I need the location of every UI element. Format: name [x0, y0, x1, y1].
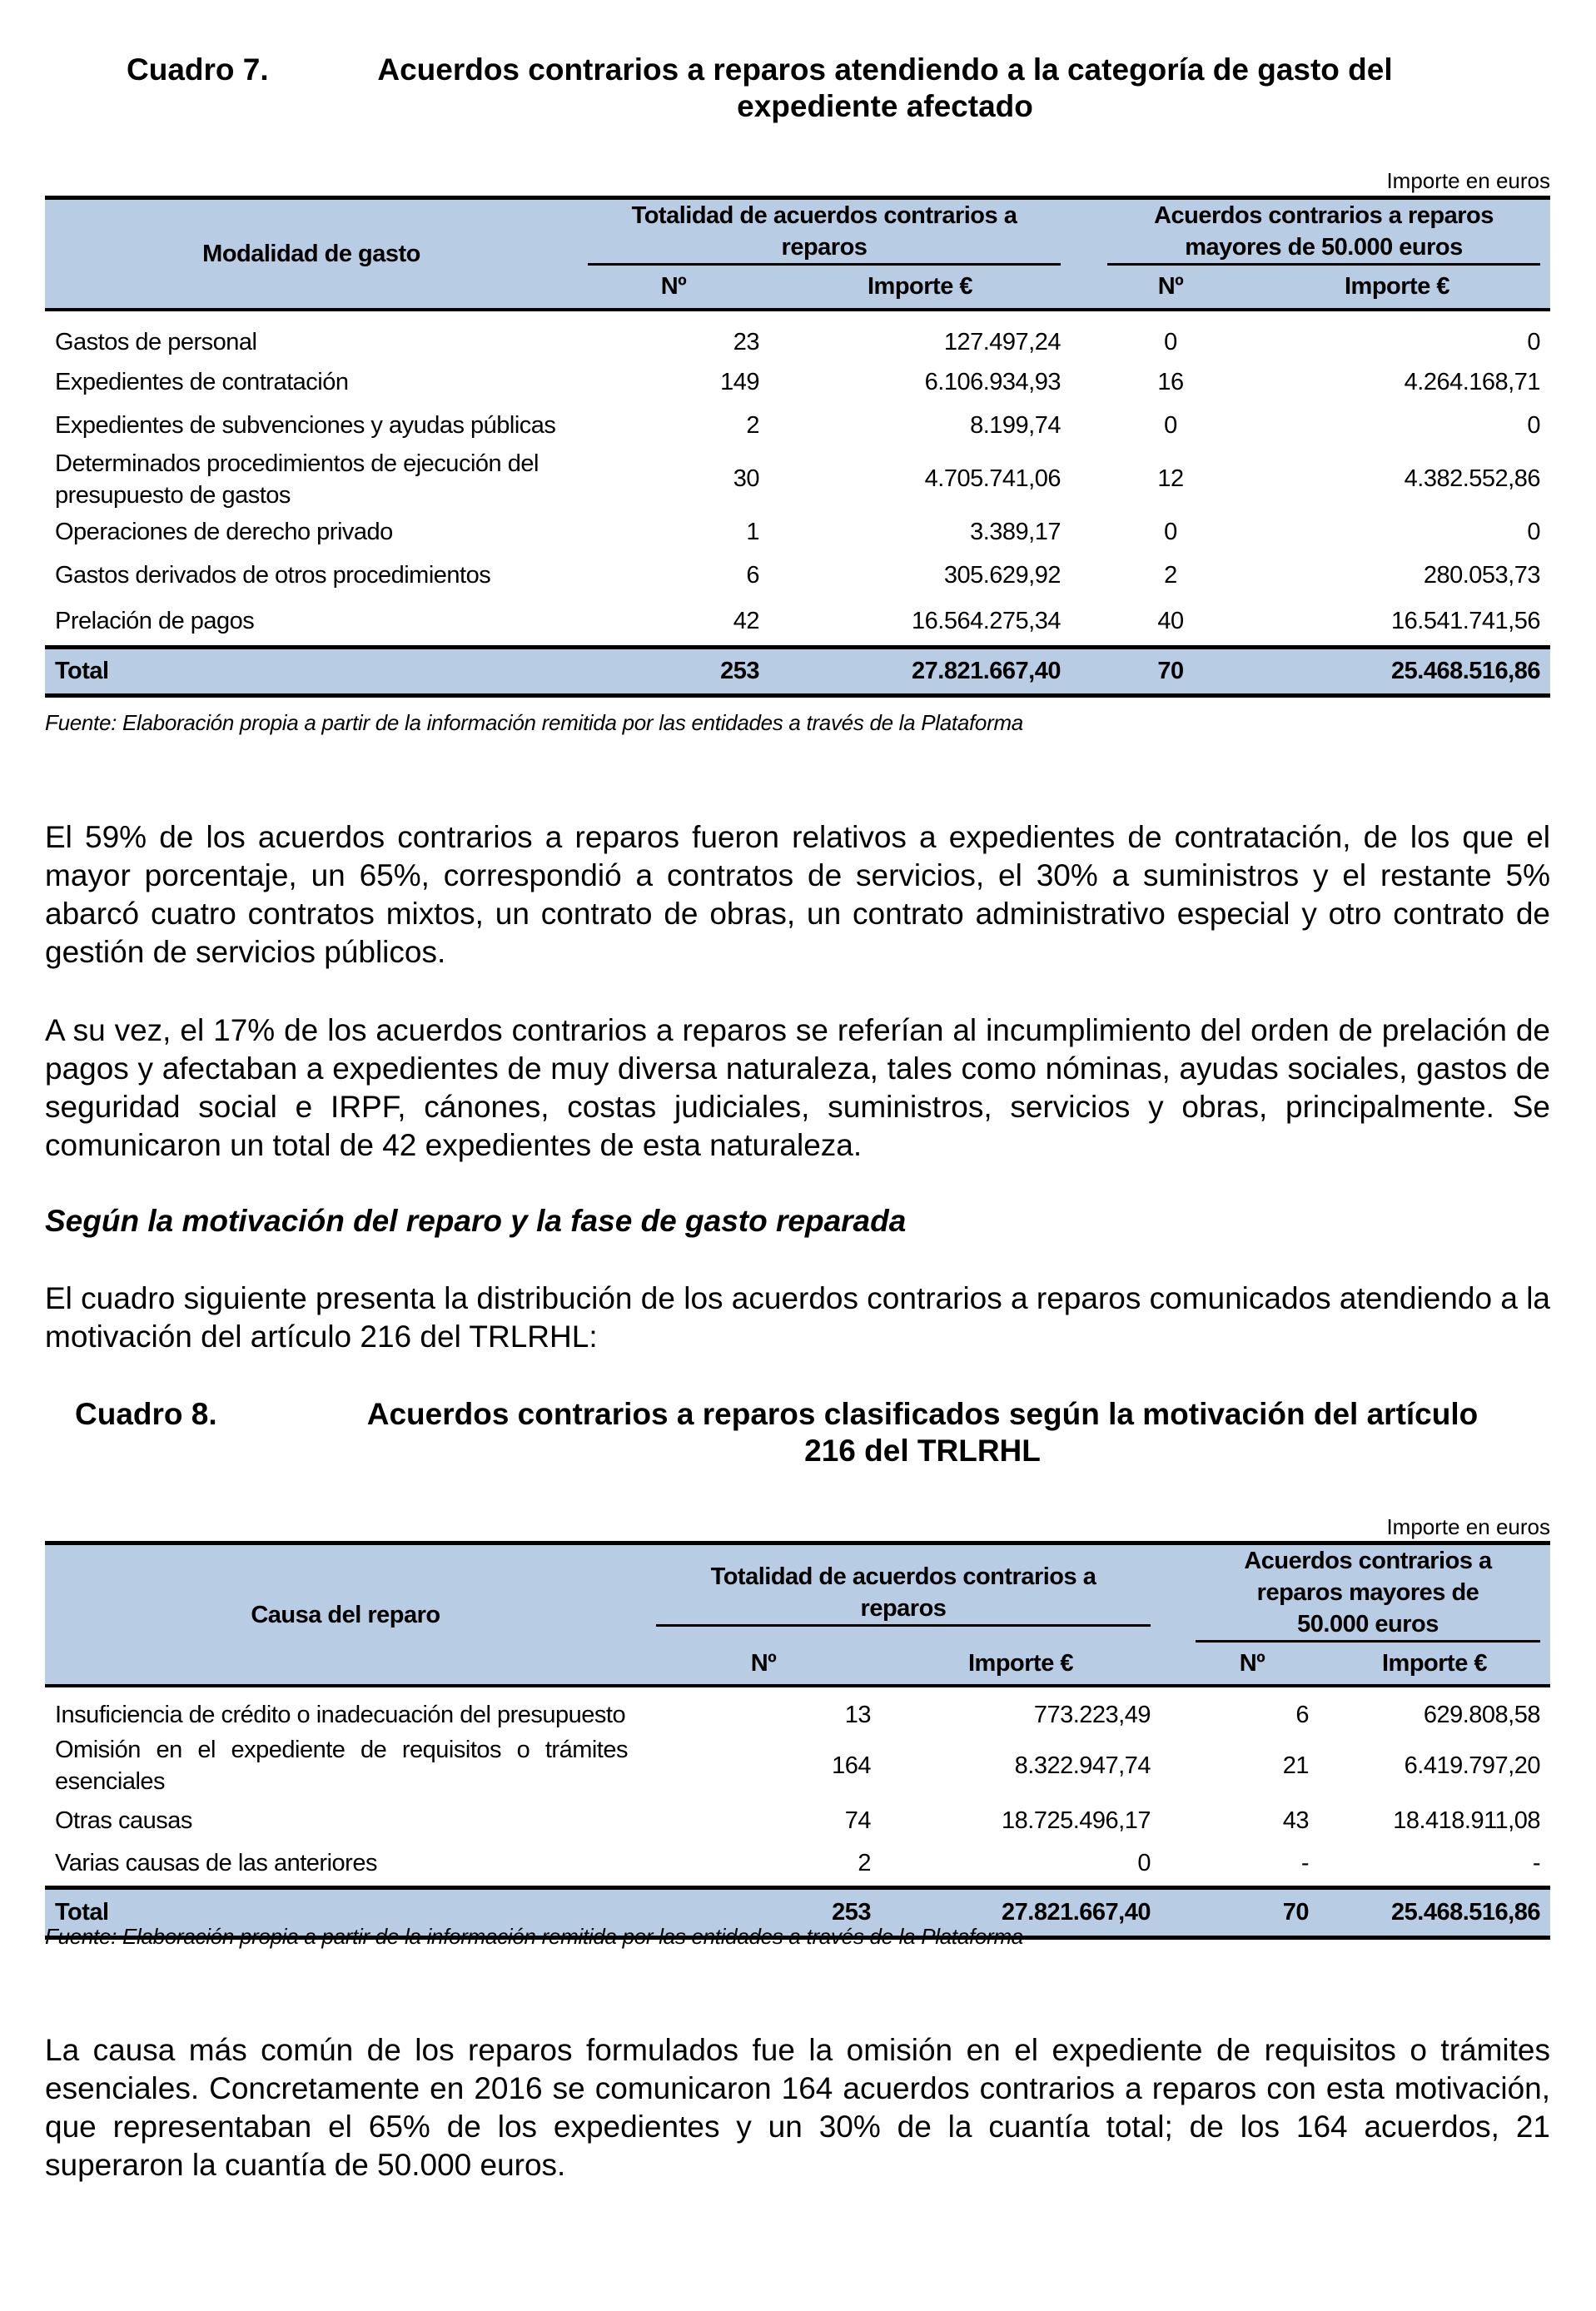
- row-label: Varias causas de las anteriores: [55, 1850, 377, 1877]
- cuadro8-source: Fuente: Elaboración propia a partir de la información remitida por las entidades a través de la Plataforma: [45, 1924, 1023, 1949]
- row-importe1: 18.725.496,17: [1002, 1807, 1151, 1834]
- cuadro8-group2-header: Acuerdos contrarios a reparos mayores de 50.000 euros: [1196, 1545, 1540, 1643]
- row-n2: 0: [1164, 412, 1177, 439]
- row-importe2: 0: [1527, 412, 1540, 439]
- cuadro7-title-line2: expediente afectado: [737, 89, 1033, 123]
- cuadro7-table: [45, 196, 1550, 698]
- row-n2: 43: [1282, 1807, 1309, 1834]
- total-importe1: 27.821.667,40: [769, 648, 1071, 696]
- row-n2: 40: [1157, 607, 1184, 634]
- table-row: [45, 448, 1550, 511]
- row-n2: 21: [1282, 1752, 1309, 1779]
- table-row: [45, 598, 1550, 648]
- row-n1: 1: [746, 519, 759, 545]
- cuadro8-title-line2: 216 del TRLRHL: [804, 1434, 1041, 1468]
- row-importe1: 773.223,49: [1033, 1702, 1151, 1728]
- row-label: Prelación de pagos: [55, 607, 255, 634]
- paragraph-2: A su vez, el 17% de los acuerdos contrarios a reparos se referían al incumplimiento del orden de prelación de pagos y afectaban a expedientes de muy diversa naturaleza, tales como nóminas, ayudas sociales, gastos de seguridad social e IRPF, cánones, costas judiciales, suministros, servicios y obras, principalmente. Se comunicaron un total de 42 expedientes de esta naturaleza.: [45, 1013, 1550, 1162]
- row-label: Expedientes de subvenciones y ayudas públicas: [55, 412, 556, 439]
- cuadro8-title: [45, 1396, 1550, 1469]
- row-importe1: 0: [1137, 1850, 1151, 1877]
- cuadro8-table: [45, 1541, 1550, 1940]
- cuadro7-col-importe2: Importe €: [1244, 266, 1550, 310]
- table-row: [45, 1732, 1550, 1799]
- row-n2: 2: [1164, 562, 1177, 589]
- cuadro7-title: [45, 52, 1550, 125]
- cuadro8-col-n2: Nº: [1186, 1643, 1319, 1686]
- row-importe2: 4.382.552,86: [1404, 465, 1540, 492]
- row-n2: 16: [1157, 369, 1184, 395]
- row-n1: 2: [858, 1850, 871, 1877]
- row-importe1: 127.497,24: [943, 328, 1061, 355]
- row-label: Omisión en el expediente de requisitos o trámites esenciales: [55, 1737, 628, 1795]
- row-n1: 164: [832, 1752, 871, 1779]
- row-label: Gastos de personal: [55, 328, 257, 355]
- row-importe2: 0: [1527, 519, 1540, 545]
- cuadro8-col-importe2: Importe €: [1319, 1643, 1550, 1686]
- cuadro8-col-importe1: Importe €: [881, 1643, 1161, 1686]
- cuadro8-number: Cuadro 8.: [75, 1397, 217, 1431]
- row-n2: 0: [1164, 519, 1177, 545]
- row-label: Determinados procedimientos de ejecución del presupuesto de gastos: [55, 450, 539, 509]
- row-label: Otras causas: [55, 1807, 192, 1834]
- row-label: Operaciones de derecho privado: [55, 519, 393, 545]
- row-importe2: 0: [1527, 328, 1540, 355]
- section-heading: Según la motivación del reparo y la fase de gasto reparada: [45, 1204, 907, 1238]
- cuadro8-group1-header: Totalidad de acuerdos contrarios a reparos: [656, 1561, 1151, 1627]
- row-n1: 13: [844, 1702, 871, 1728]
- table-row: [45, 1686, 1550, 1732]
- row-importe2: 16.541.741,56: [1391, 607, 1540, 634]
- total-importe2: 25.468.516,86: [1244, 648, 1550, 696]
- table-row: [45, 361, 1550, 405]
- total-label: Total: [45, 648, 578, 696]
- table-row: [45, 310, 1550, 361]
- paragraph-4: La causa más común de los reparos formulados fue la omisión en el expediente de requisitos o trámites esenciales. Concretamente en 2016 se comunicaron 164 acuerdos contrarios a reparos con esta motivación, que representaban el 65% de los expedientes y un 30% de la cuantía total; de los 164 acuerdos, 21 superaron la cuantía de 50.000 euros.: [45, 2033, 1550, 2182]
- cuadro7-col-importe1: Importe €: [769, 266, 1071, 310]
- cuadro8-title-line1: Acuerdos contrarios a reparos clasificados según la motivación del artículo: [366, 1397, 1479, 1431]
- row-importe1: 8.199,74: [970, 412, 1061, 439]
- cuadro7-group2-header: Acuerdos contrarios a reparos mayores de 50.000 euros: [1107, 200, 1540, 266]
- row-importe2: 18.418.911,08: [1393, 1807, 1540, 1834]
- table-row: [45, 1842, 1550, 1887]
- total-n1: 253: [578, 648, 769, 696]
- row-label: Gastos derivados de otros procedimientos: [55, 562, 491, 589]
- row-n1: 6: [746, 562, 759, 589]
- total-importe2: 25.468.516,86: [1319, 1887, 1550, 1937]
- total-n2: 70: [1186, 1887, 1319, 1937]
- total-n2: 70: [1097, 648, 1244, 696]
- cuadro7-col-n1: Nº: [578, 266, 769, 310]
- cuadro8-row-header: Causa del reparo: [45, 1543, 646, 1687]
- row-importe1: 8.322.947,74: [1014, 1752, 1151, 1779]
- cuadro8-units: Importe en euros: [1386, 1514, 1550, 1539]
- row-importe2: 6.419.797,20: [1404, 1752, 1540, 1779]
- cuadro7-number: Cuadro 7.: [127, 52, 269, 87]
- paragraph-3: El cuadro siguiente presenta la distribución de los acuerdos contrarios a reparos comunicados atendiendo a la motivación del artículo 216 del TRLRHL:: [45, 1281, 1550, 1354]
- row-n1: 23: [733, 328, 759, 355]
- cuadro7-title-line1: Acuerdos contrarios a reparos atendiendo a la categoría de gasto del: [377, 52, 1393, 87]
- total-row: [45, 648, 1550, 696]
- row-importe1: 3.389,17: [970, 519, 1061, 545]
- row-n1: 30: [733, 465, 759, 492]
- row-n1: 2: [746, 412, 759, 439]
- table-row: [45, 511, 1550, 554]
- table-row: [45, 1799, 1550, 1842]
- row-importe2: -: [1532, 1850, 1540, 1877]
- row-label: Expedientes de contratación: [55, 369, 349, 395]
- paragraph-1: El 59% de los acuerdos contrarios a reparos fueron relativos a expedientes de contratación, de los que el mayor porcentaje, un 65%, correspondió a contratos de servicios, el 30% a suministros y el restante 5% abarcó cuatro contratos mixtos, un contrato de obras, un contrato administrativo especial y otro contrato de gestión de servicios públicos.: [45, 820, 1550, 969]
- row-importe1: 305.629,92: [943, 562, 1061, 589]
- total-n1: 253: [646, 1887, 881, 1937]
- row-n1: 42: [733, 607, 759, 634]
- row-n2: 12: [1157, 465, 1184, 492]
- total-importe1: 27.821.667,40: [881, 1887, 1161, 1937]
- row-n1: 149: [720, 369, 759, 395]
- row-importe1: 4.705.741,06: [924, 465, 1061, 492]
- table-row: [45, 554, 1550, 598]
- row-importe1: 16.564.275,34: [912, 607, 1061, 634]
- row-importe2: 4.264.168,71: [1404, 369, 1540, 395]
- cuadro7-units: Importe en euros: [1386, 168, 1550, 193]
- table-row: [45, 405, 1550, 448]
- cuadro7-group1-header: Totalidad de acuerdos contrarios a reparos: [588, 200, 1061, 266]
- row-n2: 0: [1164, 328, 1177, 355]
- row-label: Insuficiencia de crédito o inadecuación del presupuesto: [55, 1702, 626, 1728]
- row-importe1: 6.106.934,93: [924, 369, 1061, 395]
- cuadro8-col-n1: Nº: [646, 1643, 881, 1686]
- row-n2: -: [1300, 1850, 1309, 1877]
- total-label: Total: [45, 1887, 646, 1937]
- row-n1: 74: [844, 1807, 871, 1834]
- cuadro7-row-header: Modalidad de gasto: [45, 198, 578, 310]
- cuadro7-col-n2: Nº: [1097, 266, 1244, 310]
- cuadro7-source: Fuente: Elaboración propia a partir de la información remitida por las entidades a través de la Plataforma: [45, 710, 1023, 735]
- row-n2: 6: [1295, 1702, 1309, 1728]
- row-importe2: 629.808,58: [1423, 1702, 1540, 1728]
- row-importe2: 280.053,73: [1423, 562, 1540, 589]
